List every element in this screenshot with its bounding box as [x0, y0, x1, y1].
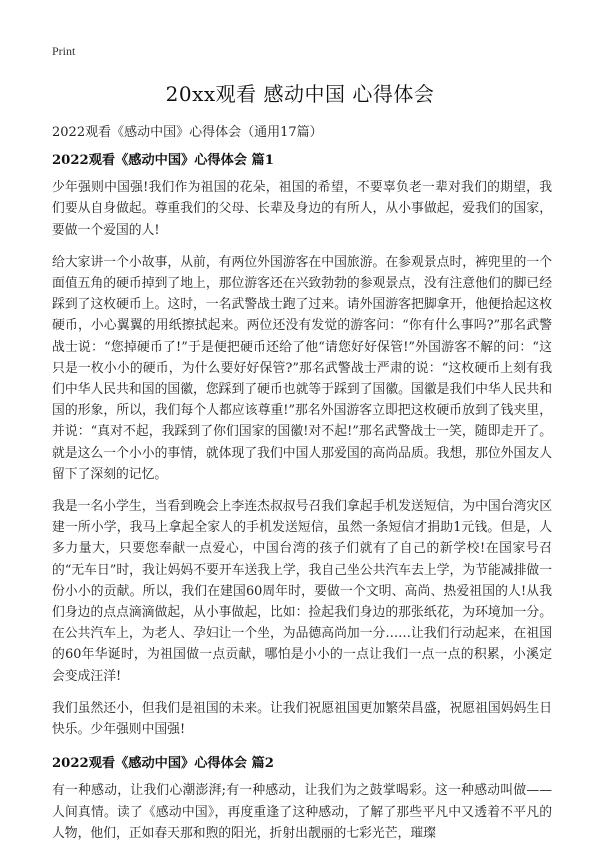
section-1: [52, 150, 552, 740]
paragraph: 有一种感动，让我们心潮澎湃;有一种感动，让我们为之鼓掌喝彩。这一种感动叫做——人间真情。读了《感动中国》，再度重逢了这种感动，了解了那些平凡中又透着不平凡的人物，他们，正如春天那和煦的阳光，折射出靓丽的七彩光芒，璀璨: [52, 783, 552, 841]
section-heading: 2022观看《感动中国》心得体会 篇1: [52, 153, 274, 168]
paragraph: 我是一名小学生，当看到晚会上李连杰叔叔号召我们拿起手机发送短信，为中国台湾灾区建一所小学，我马上拿起全家人的手机发送短信，虽然一条短信才捐助1元钱。但是，人多力量大，只要您奉献一点爱心，中国台湾的孩子们就有了自己的新学校!在国家号召的“无车日”时，我让妈妈不要开车送我上学，我自己坐公共汽车去上学，为节能减排做一份小小的贡献。所以，我们在建国60周年时，要做一个文明、高尚、热爱祖国的人!从我们身边的点点滴滴做起，从小事做起，比如：捡起我们身边的那张纸花，为环境加一分。在公共汽车上，为老人、孕妇让一个坐，为品德高尚加一分……让我们行动起来，在祖国的60年华诞时，为祖国做一点贡献，哪怕是小小的一点让我们一点一点的积累，小溪定会变成汪洋!: [52, 499, 552, 684]
paragraph: 少年强则中国强!我们作为祖国的花朵，祖国的希望，不要辜负老一辈对我们的期望，我们要从自身做起。尊重我们的父母、长辈及身边的有所人，从小事做起，爱我们的国家，要做一个爱国的人!: [52, 180, 552, 238]
document-subtitle: 2022观看《感动中国》心得体会（通用17篇）: [52, 125, 323, 140]
print-link[interactable]: Print: [52, 44, 76, 58]
section-heading: 2022观看《感动中国》心得体会 篇2: [52, 756, 274, 772]
paragraph: 给大家讲一个小故事，从前，有两位外国游客在中国旅游。在参观景点时，裤兜里的一个面值五角的硬币掉到了地上，那位游客还在兴致勃勃的参观景点，没有注意他们的脚已经踩到了这枚硬币上。这时，一名武警战士跑了过来。请外国游客把脚拿开，他便拾起这枚硬币，小心翼翼的用纸擦拭起来。两位还没有发觉的游客问：“你有什么事吗?”那名武警战士说：“您掉硬币了!”于是便把硬币还给了他“请您好好保管!”外国游客不解的问：“这只是一枚小小的硬币，为什么要好好保管?”那名武警战士严肃的说：“这枚硬币上刻有我们中华人民共和国的国徽，您踩到了硬币也就等于踩到了国徽。国徽是我们中华人民共和国的形象，所以，我们每个人都应该尊重!”那名外国游客立即把这枚硬币放到了钱夹里，并说：“真对不起，我踩到了你们国家的国徽!对不起!”那名武警战士一笑，随即走开了。就是这么一个小小的事情，就体现了我们中国人那爱国的高尚品质。我想，那位外国友人留下了深刻的记忆。: [52, 254, 552, 482]
document-title: 20xx观看 感动中国 心得体会: [165, 82, 435, 106]
document-body: [52, 150, 552, 855]
paragraph: 我们虽然还小，但我们是祖国的未来。让我们祝愿祖国更加繁荣昌盛，祝愿祖国妈妈生日快乐。少年强则中国强!: [52, 700, 552, 738]
section-2: [52, 753, 552, 844]
